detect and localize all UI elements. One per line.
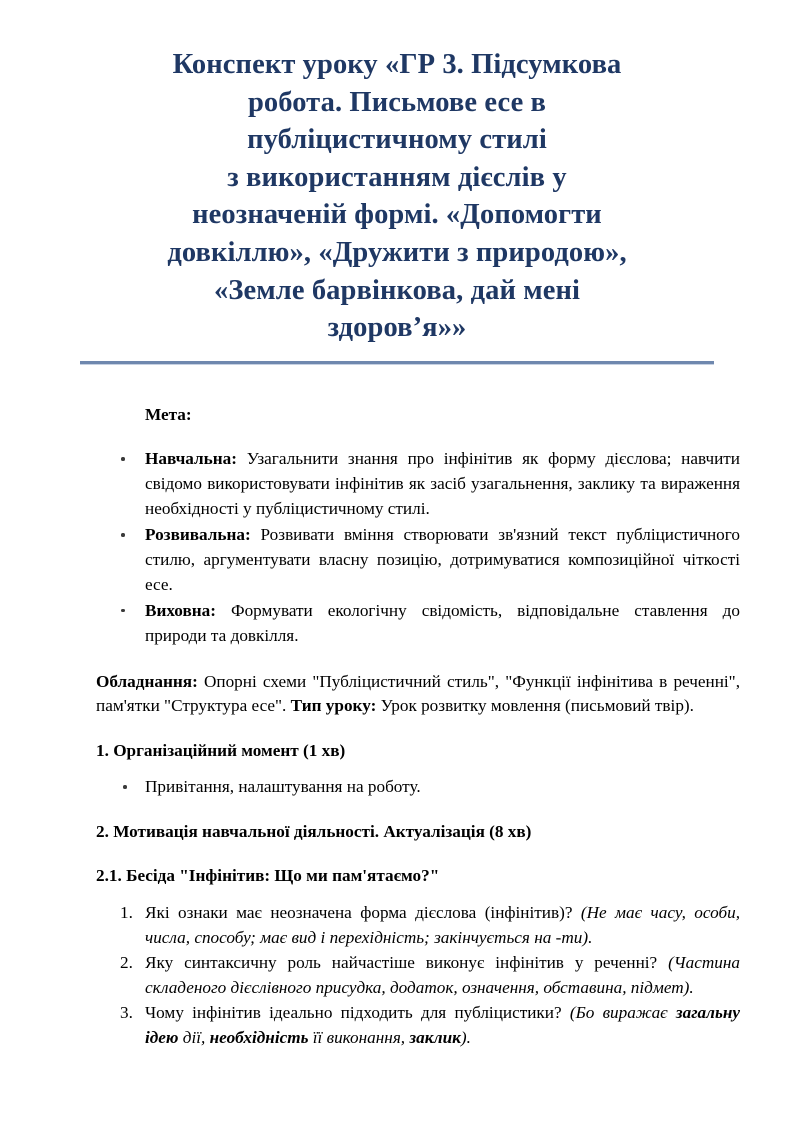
list-item: Привітання, налаштування на роботу. [96,775,740,800]
answer-part: заклик [409,1027,461,1047]
title-line: з використанням дієслів у [227,161,567,193]
list-item [96,523,740,598]
title-line: неозначеній формі. «Допомогти [192,199,602,231]
section-heading-org-moment: 1. Організаційний момент (1 хв) [96,740,346,760]
lesson-type-label: Тип уроку: [290,696,377,716]
list-item [96,447,740,522]
questions-list [96,901,740,1051]
section-heading-motivation: 2. Мотивація навчальної діяльності. Актуалізація (8 хв) [96,822,532,841]
title-line: робота. Письмове есе в [247,86,547,118]
question-text: Які ознаки має неозначена форма дієслова (інфінітив)? [145,902,581,922]
question-text: Чому інфінітив ідеально підходить для публіцистики? [145,1002,570,1022]
title-line: здоров’я»» [327,312,467,344]
goal-label: Виховна: [145,600,216,620]
answer-part: ). [460,1027,471,1047]
title-block [0,0,794,347]
answer-part: дії, [182,1027,210,1047]
goals-list [96,447,740,649]
title-line: Конспект уроку «ГР 3. Підсумкова [172,49,622,80]
subsection-heading-besida: 2.1. Бесіда "Інфінітив: Що ми пам'ятаємо?" [96,866,440,886]
org-moment-list [96,775,740,800]
equipment-paragraph [96,670,740,719]
document-body [0,365,794,1051]
goal-text: Узагальнити знання про інфінітив як форму дієслова; навчити свідомо використовувати інфінітив як засіб узагальнення, заклику та вираження необхідності у публіцистичному стилі. [145,449,740,519]
list-item [96,901,740,951]
list-item [96,1001,740,1051]
answer-text: (Частина складеного дієслівного присудка, додаток, означення, обставина, підмет). [145,952,740,997]
answer-text: (Не має часу, особи, числа, способу; має вид і перехідність; закінчується на -ти). [145,902,741,947]
answer-part: необхідність [209,1027,313,1047]
lesson-type-text: Урок розвитку мовлення (письмовий твір). [376,696,694,716]
goal-label: Навчальна: [145,449,237,469]
title-line: публіцистичному стилі [247,124,547,156]
goals-heading: Мета: [145,404,192,424]
answer-part: її виконання, [312,1027,410,1047]
list-item [96,599,740,649]
equipment-label: Обладнання: [96,671,198,691]
page-title [80,46,714,347]
title-line: довкіллю», «Дружити з природою», [167,237,627,269]
answer-part: загальну ідею [145,1002,740,1047]
equipment-text: Опорні схеми "Публіцистичний стиль", "Функції інфінітива в реченні", пам'ятки "Структура есе". [96,671,740,716]
question-text: Яку синтаксичну роль найчастіше виконує інфінітив у реченні? [145,952,669,972]
list-item [96,951,740,1001]
answer-part: (Бо виражає [569,1002,676,1022]
title-line: «Земле барвінкова, дай мені [214,274,580,306]
goal-text: Формувати екологічну свідомість, відповідальне ставлення до природи та довкілля. [145,600,740,645]
goal-text: Розвивати вміння створювати зв'язний текст публіцистичного стилю, аргументувати власну позицію, дотримуватися композиційної чіткості есе. [145,525,740,594]
goal-label: Розвивальна: [145,525,251,545]
